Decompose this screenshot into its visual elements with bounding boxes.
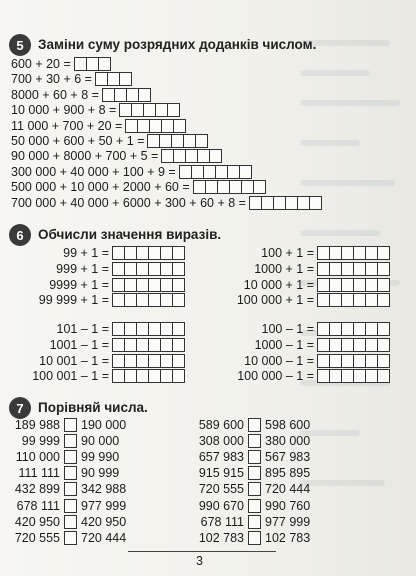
exercise-row	[11, 149, 222, 163]
answer-cell[interactable]	[377, 262, 390, 276]
expression: 300 000 + 40 000 + 100 + 9 =	[11, 164, 176, 179]
answer-boxes[interactable]	[112, 293, 185, 307]
comparison-sign-box[interactable]	[248, 418, 261, 432]
footer-rule	[128, 551, 276, 552]
answer-cell[interactable]	[377, 293, 390, 307]
exercise-row	[216, 246, 390, 260]
answer-cell[interactable]	[195, 134, 208, 148]
answer-boxes[interactable]	[317, 322, 390, 336]
answer-cell[interactable]	[377, 338, 390, 352]
answer-cell[interactable]	[377, 369, 390, 383]
expression: 100 001 – 1 =	[32, 369, 109, 384]
compare-right-number: 598 600	[265, 418, 311, 432]
comparison-row	[0, 466, 119, 480]
exercise-row	[11, 103, 180, 117]
comparison-sign-box[interactable]	[64, 450, 77, 464]
answer-cell[interactable]	[172, 338, 185, 352]
compare-left-number: 189 988	[14, 418, 60, 432]
task-5-badge: 5	[9, 34, 31, 56]
comparison-row	[184, 434, 310, 448]
answer-boxes[interactable]	[74, 57, 111, 71]
comparison-row	[0, 531, 126, 545]
expression: 50 000 + 600 + 50 + 1 =	[11, 134, 145, 148]
exercise-row	[11, 278, 185, 292]
expression: 1001 – 1 =	[49, 337, 109, 352]
expression: 100 + 1 =	[261, 246, 314, 260]
answer-boxes[interactable]	[112, 262, 185, 276]
compare-right-number: 102 783	[265, 530, 311, 545]
comparison-row	[184, 466, 310, 480]
compare-right-number: 977 999	[81, 498, 127, 513]
answer-boxes[interactable]	[193, 180, 266, 194]
expression: 11 000 + 700 + 20 =	[11, 118, 123, 133]
expression: 10 000 – 1 =	[244, 353, 314, 368]
answer-cell[interactable]	[239, 165, 252, 179]
compare-left-number: 102 783	[198, 530, 244, 545]
compare-left-number: 720 555	[198, 482, 244, 497]
answer-boxes[interactable]	[112, 278, 185, 292]
comparison-sign-box[interactable]	[64, 466, 77, 480]
compare-left-number: 308 000	[198, 434, 244, 449]
answer-cell[interactable]	[119, 72, 132, 86]
comparison-sign-box[interactable]	[248, 499, 261, 513]
compare-left-number: 720 555	[14, 530, 60, 545]
expression: 500 000 + 10 000 + 2000 + 60 =	[11, 180, 190, 195]
compare-left-number: 657 983	[198, 450, 244, 465]
exercise-row	[216, 354, 390, 368]
answer-cell[interactable]	[173, 119, 186, 133]
expression: 99 + 1 =	[63, 246, 109, 260]
exercise-row	[216, 338, 390, 352]
exercise-row	[11, 246, 185, 260]
answer-boxes[interactable]	[147, 134, 208, 148]
comparison-row	[0, 499, 126, 513]
answer-boxes[interactable]	[317, 338, 390, 352]
exercise-row	[11, 322, 185, 336]
exercise-row	[11, 72, 132, 86]
compare-right-number: 977 999	[265, 514, 311, 529]
exercise-row	[216, 278, 390, 292]
answer-cell[interactable]	[172, 278, 185, 292]
compare-right-number: 720 444	[81, 530, 127, 545]
expression: 999 + 1 =	[56, 261, 109, 276]
answer-cell[interactable]	[172, 322, 185, 336]
compare-right-number: 90 000	[81, 434, 120, 449]
answer-cell[interactable]	[172, 246, 185, 260]
comparison-row	[184, 482, 310, 496]
compare-right-number: 895 895	[265, 466, 311, 481]
answer-cell[interactable]	[167, 103, 180, 117]
answer-boxes[interactable]	[112, 354, 185, 368]
comparison-sign-box[interactable]	[64, 434, 77, 448]
answer-boxes[interactable]	[112, 322, 185, 336]
answer-boxes[interactable]	[317, 278, 390, 292]
answer-cell[interactable]	[253, 180, 266, 194]
compare-left-number: 110 000	[15, 450, 60, 465]
answer-boxes[interactable]	[317, 293, 390, 307]
exercise-row	[11, 165, 252, 179]
answer-boxes[interactable]	[112, 369, 185, 383]
answer-cell[interactable]	[172, 262, 185, 276]
comparison-row	[0, 418, 126, 432]
comparison-row	[184, 450, 310, 464]
task-7-badge: 7	[9, 397, 31, 419]
compare-right-number: 720 444	[265, 482, 311, 497]
comparison-row	[184, 531, 310, 545]
answer-cell[interactable]	[172, 293, 185, 307]
answer-boxes[interactable]	[249, 196, 322, 210]
expression: 700 000 + 40 000 + 6000 + 300 + 60 + 8 =	[11, 195, 246, 210]
comparison-sign-box[interactable]	[248, 531, 261, 545]
answer-cell[interactable]	[172, 369, 185, 383]
compare-left-number: 99 999	[21, 434, 60, 449]
answer-boxes[interactable]	[125, 119, 186, 133]
exercise-row	[216, 322, 390, 336]
expression: 99 999 + 1 =	[38, 293, 109, 308]
compare-left-number: 678 111	[200, 514, 244, 529]
comparison-row	[0, 450, 119, 464]
answer-cell[interactable]	[209, 149, 222, 163]
task-5-title: Заміни суму розрядних доданків числом.	[38, 37, 317, 52]
answer-cell[interactable]	[138, 88, 151, 102]
expression: 1000 – 1 =	[254, 337, 314, 352]
comparison-sign-box[interactable]	[248, 450, 261, 464]
answer-boxes[interactable]	[317, 262, 390, 276]
answer-cell[interactable]	[377, 354, 390, 368]
answer-boxes[interactable]	[112, 246, 185, 260]
exercise-row	[11, 180, 266, 194]
exercise-row	[11, 119, 186, 133]
answer-boxes[interactable]	[317, 369, 390, 383]
expression: 10 000 + 1 =	[243, 277, 314, 292]
answer-cell[interactable]	[309, 196, 322, 210]
comparison-row	[184, 499, 310, 513]
compare-right-number: 990 760	[265, 498, 311, 513]
answer-boxes[interactable]	[161, 149, 222, 163]
comparison-sign-box[interactable]	[64, 418, 77, 432]
expression: 101 – 1 =	[56, 322, 109, 336]
exercise-row	[11, 57, 111, 71]
answer-boxes[interactable]	[179, 165, 252, 179]
answer-cell[interactable]	[377, 322, 390, 336]
comparison-sign-box[interactable]	[64, 515, 77, 529]
comparison-row	[0, 482, 126, 496]
compare-right-number: 567 983	[265, 450, 311, 465]
exercise-row	[11, 134, 208, 148]
answer-cell[interactable]	[98, 57, 111, 71]
compare-left-number: 990 670	[198, 498, 244, 513]
exercise-row	[11, 369, 185, 383]
comparison-sign-box[interactable]	[248, 482, 261, 496]
compare-left-number: 111 111	[18, 466, 60, 481]
task-6-title: Обчисли значення виразів.	[38, 227, 222, 242]
compare-left-number: 589 600	[198, 418, 244, 432]
compare-right-number: 99 990	[81, 450, 120, 465]
compare-left-number: 420 950	[14, 514, 60, 529]
answer-boxes[interactable]	[112, 338, 185, 352]
expression: 600 + 20 =	[11, 57, 71, 71]
compare-left-number: 432 899	[14, 482, 60, 497]
expression: 700 + 30 + 6 =	[11, 72, 92, 87]
expression: 10 000 + 900 + 8 =	[11, 103, 117, 118]
answer-boxes[interactable]	[317, 354, 390, 368]
task-6-badge: 6	[9, 224, 31, 246]
expression: 100 000 + 1 =	[236, 293, 314, 308]
comparison-sign-box[interactable]	[64, 499, 77, 513]
comparison-sign-box[interactable]	[64, 531, 77, 545]
answer-boxes[interactable]	[102, 88, 151, 102]
exercise-row	[11, 293, 185, 307]
compare-right-number: 342 988	[81, 482, 127, 497]
expression: 1000 + 1 =	[254, 261, 314, 276]
expression: 9999 + 1 =	[49, 277, 109, 292]
expression: 8000 + 60 + 8 =	[11, 87, 99, 102]
exercise-row	[216, 369, 390, 383]
answer-boxes[interactable]	[119, 103, 180, 117]
compare-right-number: 380 000	[265, 434, 311, 449]
answer-cell[interactable]	[377, 278, 390, 292]
page-number: 3	[196, 554, 203, 568]
exercise-row	[11, 338, 185, 352]
compare-right-number: 90 999	[81, 466, 120, 481]
exercise-row	[11, 88, 151, 102]
exercise-row	[216, 262, 390, 276]
compare-right-number: 190 000	[81, 418, 127, 432]
answer-cell[interactable]	[172, 354, 185, 368]
answer-boxes[interactable]	[95, 72, 132, 86]
answer-cell[interactable]	[377, 246, 390, 260]
comparison-row	[184, 515, 310, 529]
expression: 100 – 1 =	[261, 322, 314, 336]
compare-right-number: 420 950	[81, 514, 127, 529]
comparison-row	[184, 418, 310, 432]
exercise-row	[11, 262, 185, 276]
comparison-sign-box[interactable]	[248, 434, 261, 448]
task-7-title: Порівняй числа.	[38, 400, 148, 415]
compare-left-number: 678 111	[16, 498, 60, 513]
exercise-row	[11, 196, 322, 210]
comparison-row	[0, 434, 119, 448]
exercise-row	[216, 293, 390, 307]
answer-boxes[interactable]	[317, 246, 390, 260]
comparison-sign-box[interactable]	[64, 482, 77, 496]
exercise-row	[11, 354, 185, 368]
expression: 10 001 – 1 =	[39, 353, 109, 368]
expression: 100 000 – 1 =	[237, 369, 314, 384]
comparison-sign-box[interactable]	[248, 515, 261, 529]
compare-left-number: 915 915	[198, 466, 244, 481]
comparison-sign-box[interactable]	[248, 466, 261, 480]
expression: 90 000 + 8000 + 700 + 5 =	[11, 149, 159, 164]
comparison-row	[0, 515, 126, 529]
